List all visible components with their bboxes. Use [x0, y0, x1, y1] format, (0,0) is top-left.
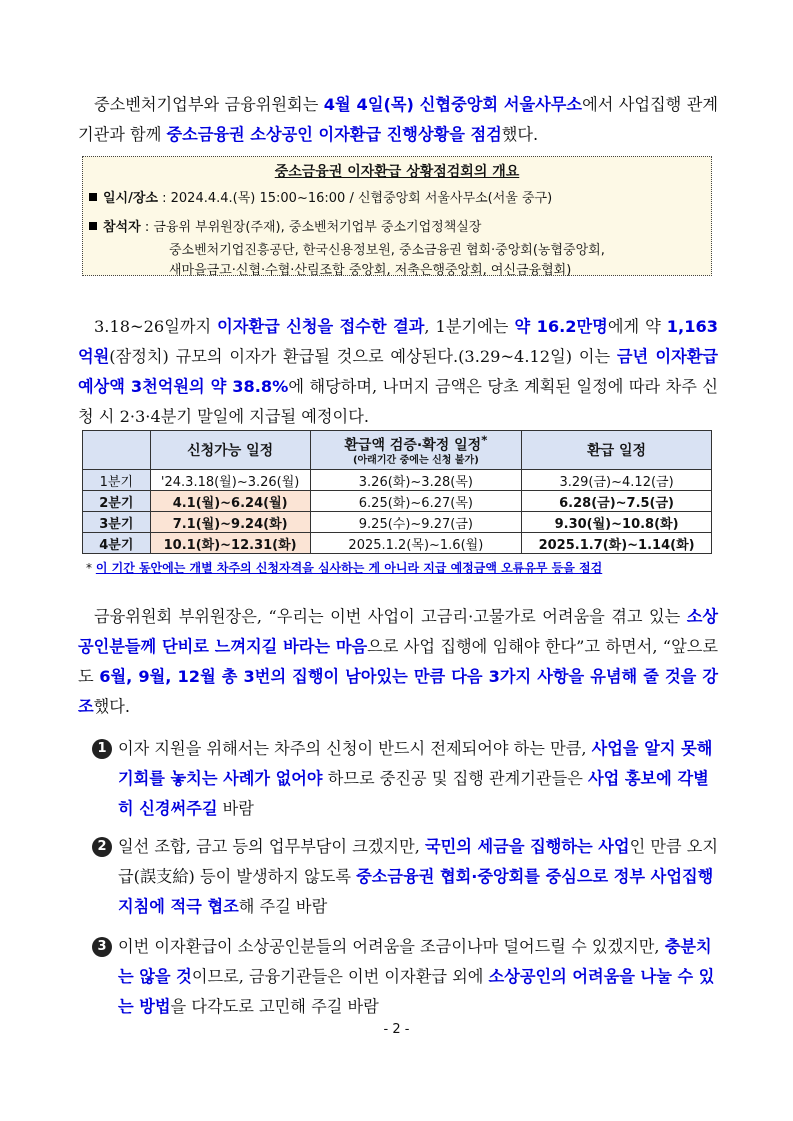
text: (잠정치) 규모의 이자가 환급될 것으로 예상된다.(3.29~4.12일) 이는 [109, 347, 617, 366]
vice-chair-paragraph [78, 602, 718, 722]
table-row [83, 533, 712, 554]
highlight: 중소금융권 협회·중앙회를 중심으로 정부 사업집행지침에 적극 협조 [118, 867, 714, 916]
text: 중소벤처기업부와 금융위원회는 [94, 95, 324, 114]
highlight: 약 16.2만명 [514, 317, 608, 336]
refund-cell: 6.28(금)~7.5(금) [522, 491, 712, 512]
list-item [92, 832, 722, 922]
highlight: 국민의 세금을 집행하는 사업 [425, 837, 630, 856]
text: 이자 지원을 위해서는 차주의 신청이 반드시 전제되어야 하는 만큼, [118, 739, 592, 758]
quarter-cell: 2분기 [83, 491, 151, 512]
footnote-mark: * [481, 433, 488, 448]
table-header-row [83, 431, 712, 470]
highlight: 금년 이자환급 예상액 3천억원의 약 38.8% [78, 347, 718, 396]
table-row [83, 491, 712, 512]
schedule-table [82, 430, 712, 554]
box-row-attendees [89, 216, 481, 235]
header-verify-sub: (아래기간 중에는 신청 불가) [352, 454, 479, 466]
text: 이번 이자환급이 소상공인분들의 어려움을 조금이나마 덜어드릴 수 있겠지만, [118, 937, 665, 956]
highlight: 사업 홍보에 각별히 신경써주길 [118, 769, 709, 818]
item-content [92, 932, 722, 1022]
highlight-date-place: 4월 4일(목) 신협중앙회 서울사무소 [323, 95, 583, 114]
header-apply: 신청가능 일정 [150, 431, 310, 470]
text: 으로 사업 집행에 임해야 한다”고 하면서, “앞으로도 [78, 637, 718, 686]
box-row-datetime [89, 187, 552, 206]
header-refund: 환급 일정 [522, 431, 712, 470]
footnote-star: * [86, 561, 96, 575]
text: 에서 사업집행 관계기관과 함께 [78, 95, 719, 144]
label: 일시/장소 [103, 191, 158, 206]
highlight: 1,163억원 [78, 317, 718, 366]
refund-cell: 3.29(금)~4.12(금) [522, 470, 712, 491]
box-row-attendees-cont1: 중소벤처기업진흥공단, 한국신용정보원, 중소금융권 협회·중앙회(농협중앙회, [169, 243, 605, 258]
verify-cell: 9.25(수)~9.27(금) [310, 512, 522, 533]
text: 했다. [501, 125, 539, 144]
text: 이므로, 금융기관들은 이번 이자환급 외에 [191, 967, 489, 986]
item-content [92, 734, 722, 824]
text: 에 해당하며, 나머지 금액은 당초 계획된 일정에 따라 차주 신청 시 2·3·4분기 말일에 지급될 예정이다. [78, 377, 718, 426]
intro-paragraph [78, 90, 718, 150]
apply-cell: 7.1(월)~9.24(화) [150, 512, 310, 533]
text: 금융위원회 부위원장은, “우리는 이번 사업이 고금리·고물가로 어려움을 겪고 있는 [94, 607, 687, 626]
highlight: 사업을 알지 못해 기회를 놓치는 사례가 없어야 [118, 739, 713, 788]
header-verify [310, 431, 522, 470]
square-bullet-icon [89, 222, 97, 230]
circled-number-icon: 1 [92, 739, 112, 759]
text: 했다. [93, 697, 131, 716]
box-title: 중소금융권 이자환급 상황점검회의 개요 [274, 164, 520, 180]
refund-cell: 2025.1.7(화)~1.14(화) [522, 533, 712, 554]
text: 해 주길 바람 [238, 897, 328, 916]
highlight: 소상공인의 어려움을 나눌 수 있는 방법 [118, 967, 715, 1016]
footnote-text: 이 기간 동안에는 개별 차주의 신청자격을 심사하는 게 아니라 지급 예정금액 오류유무 등을 점검 [95, 561, 603, 575]
header-verify-label: 환급액 검증·확정 일정 [344, 437, 482, 454]
text: 에게 약 [607, 317, 667, 336]
meeting-overview-box [82, 156, 712, 276]
text: 인 만큼 오지급(誤支給) 등이 발생하지 않도록 [118, 837, 719, 886]
quarter-cell: 1분기 [83, 470, 151, 491]
refund-cell: 9.30(월)~10.8(화) [522, 512, 712, 533]
highlight: 6월, 9월, 12월 총 3번의 집행이 남아있는 만큼 다음 3가지 사항을 유념해 줄 것을 강조 [78, 667, 718, 716]
verify-cell: 2025.1.2(목)~1.6(월) [310, 533, 522, 554]
highlight: 소상공인분들께 단비로 느껴지길 바라는 마음 [78, 607, 718, 656]
apply-cell: '24.3.18(월)~3.26(월) [150, 470, 310, 491]
header-blank [83, 431, 151, 470]
table-footnote [86, 559, 602, 576]
verify-cell: 3.26(화)~3.28(목) [310, 470, 522, 491]
value: : 2024.4.4.(목) 15:00~16:00 / 신협중앙회 서울사무소(서울 중구) [157, 191, 553, 206]
circled-number-icon: 3 [92, 937, 112, 957]
text: 하므로 중진공 및 집행 관계기관들은 [322, 769, 588, 788]
label: 참석자 [103, 220, 141, 235]
item-content [92, 832, 722, 922]
highlight-purpose: 중소금융권 소상공인 이자환급 진행상황을 점검 [166, 125, 502, 144]
highlight: 충분치는 않을 것 [118, 937, 712, 986]
quarter-cell: 3분기 [83, 512, 151, 533]
text: 바람 [217, 799, 254, 818]
text: 을 다각도로 고민해 주길 바람 [170, 997, 379, 1016]
circled-number-icon: 2 [92, 837, 112, 857]
text: 3.18~26일까지 [94, 317, 218, 336]
quarter-cell: 4분기 [83, 533, 151, 554]
table-row [83, 470, 712, 491]
list-item [92, 734, 722, 824]
page-number: - 2 - [383, 1022, 410, 1037]
value: : 금융위 부위원장(주재), 중소벤처기업부 중소기업정책실장 [140, 220, 482, 235]
text: , 1분기에는 [424, 317, 515, 336]
apply-cell: 4.1(월)~6.24(월) [150, 491, 310, 512]
box-row-attendees-cont2: 새마을금고·신협·수협·산림조합 중앙회, 저축은행중앙회, 여신금융협회) [169, 263, 572, 278]
result-paragraph [78, 312, 718, 432]
text: 일선 조합, 금고 등의 업무부담이 크겠지만, [118, 837, 425, 856]
apply-cell: 10.1(화)~12.31(화) [150, 533, 310, 554]
list-item [92, 932, 722, 1022]
table-row [83, 512, 712, 533]
verify-cell: 6.25(화)~6.27(목) [310, 491, 522, 512]
highlight: 이자환급 신청을 접수한 결과 [217, 317, 425, 336]
square-bullet-icon [89, 193, 97, 201]
